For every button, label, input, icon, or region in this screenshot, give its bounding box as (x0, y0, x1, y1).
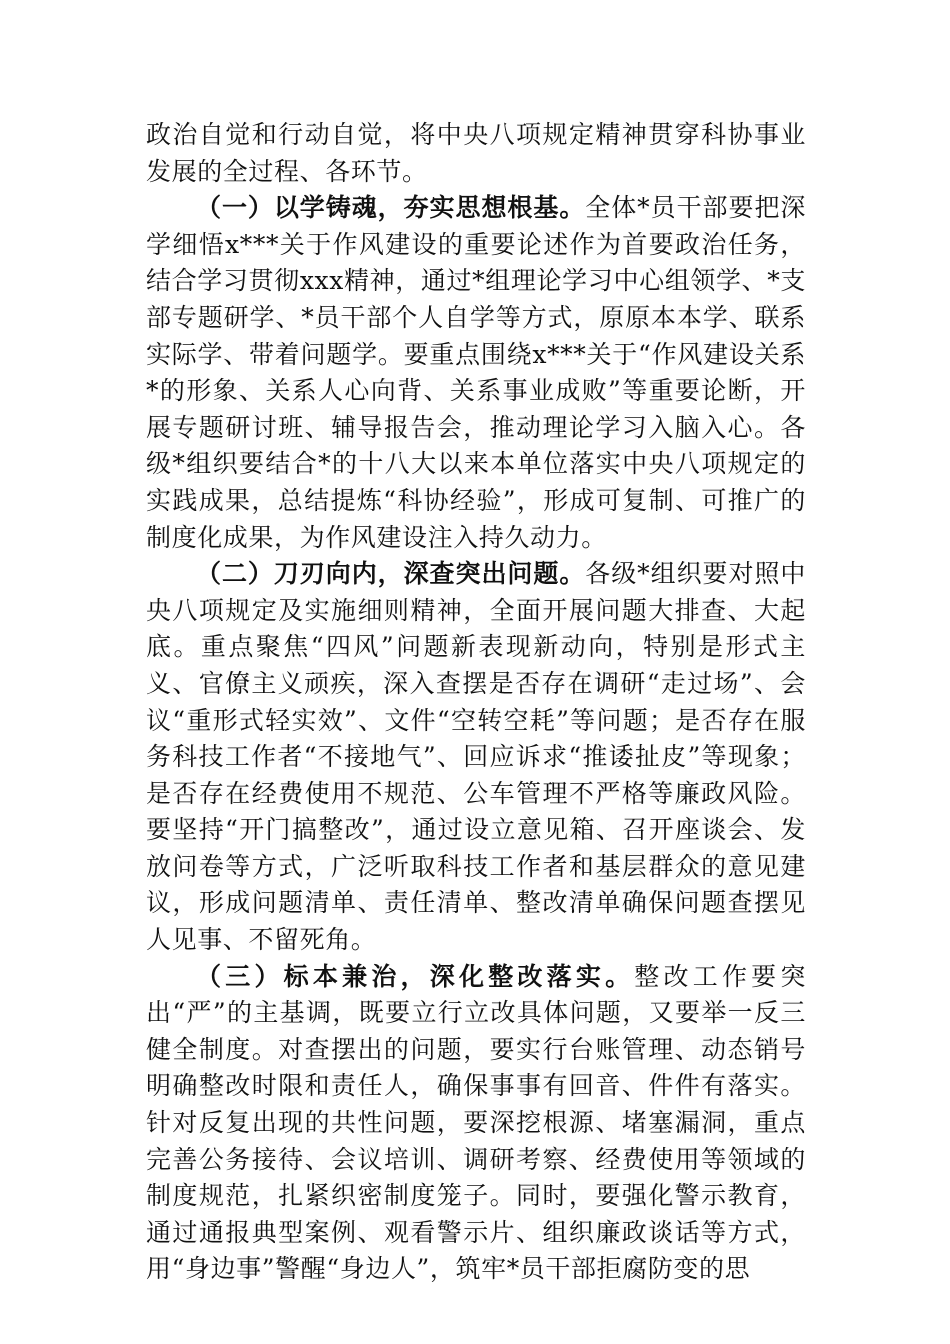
section-heading: （三）标本兼治，深化整改落实。 (196, 961, 635, 991)
section-heading: （一）以学铸魂，夯实思想根基。 (196, 193, 586, 223)
paragraph-section-1 (146, 190, 806, 556)
paragraph-continuation (146, 117, 806, 190)
paragraph-text: 各级*组织要对照中央八项规定及实施细则精神，全面开展问题大排查、大起底。重点聚焦“四风”问题新表现新动向，特别是形式主义、官僚主义顽疾，深入查摆是否存在调研“走过场”、会议“重形式轻实效”、文件“空转空耗”等问题；是否存在服务科技工作者“不接地气”、回应诉求“推诿扯皮”等现象；是否存在经费使用不规范、公车管理不严格等廉政风险。要坚持“开门搞整改”，通过设立意见箱、召开座谈会、发放问卷等方式，广泛听取科技工作者和基层群众的意见建议，形成问题清单、责任清单、整改清单确保问题查摆见人见事、不留死角。 (146, 559, 806, 955)
section-heading: （二）刀刃向内，深查突出问题。 (196, 559, 586, 589)
document-body (146, 117, 806, 1288)
paragraph-text: 全体*员干部要把深学细悟x***关于作风建设的重要论述作为首要政治任务，结合学习贯彻xxx精神，通过*组理论学习中心组领学、*支部专题研学、*员干部个人自学等方式，原原本本学、联系实际学、带着问题学。要重点围绕x***关于“作风建设关系*的形象、关系人心向背、关系事业成败”等重要论断，开展专题研讨班、辅导报告会，推动理论学习入脑入心。各级*组织要结合*的十八大以来本单位落实中央八项规定的实践成果，总结提炼“科协经验”，形成可复制、可推广的制度化成果，为作风建设注入持久动力。 (146, 193, 806, 552)
paragraph-section-3 (146, 959, 806, 1288)
paragraph-section-2 (146, 556, 806, 959)
paragraph-text: 整改工作要突出“严”的主基调，既要立行立改具体问题，又要举一反三健全制度。对查摆出的问题，要实行台账管理、动态销号明确整改时限和责任人，确保事事有回音、件件有落实。针对反复出现的共性问题，要深挖根源、堵塞漏洞，重点完善公务接待、会议培训、调研考察、经费使用等领域的制度规范，扎紧织密制度笼子。同时，要强化警示教育，通过通报典型案例、观看警示片、组织廉政谈话等方式，用“身边事”警醒“身边人”，筑牢*员干部拒腐防变的思 (146, 961, 806, 1284)
paragraph-text: 政治自觉和行动自觉，将中央八项规定精神贯穿科协事业发展的全过程、各环节。 (146, 120, 806, 186)
